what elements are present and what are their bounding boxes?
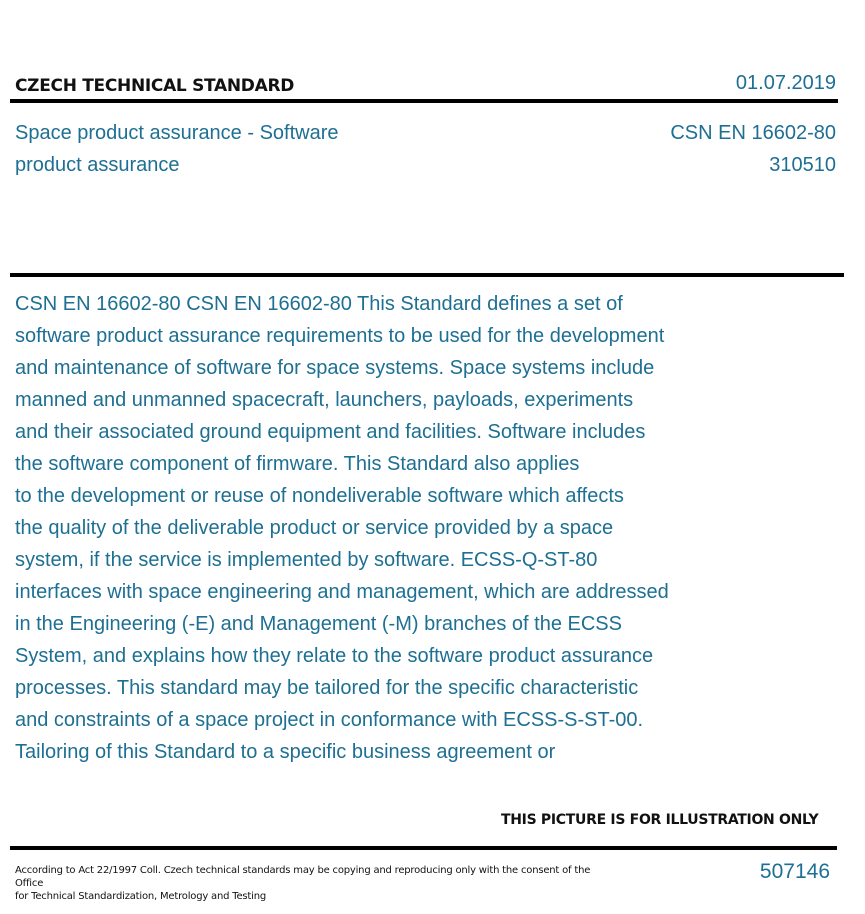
- title-divider: [10, 273, 844, 277]
- standard-title-line1: Space product assurance - Software: [15, 122, 339, 144]
- illustration-notice: THIS PICTURE IS FOR ILLUSTRATION ONLY: [501, 812, 819, 828]
- abstract-text: CSN EN 16602-80 CSN EN 16602-80 This Standard defines a set of software product assurance requirements to be used for the development and maintenance of software for space systems. Space systems include manned and unmanned spacecraft, launchers, payloads, experiments and their associated ground equipment and facilities. Software includes the software component of firmware. This Standard also applies to the development or reuse of nondeliverable software which affects the quality of the deliverable product or service provided by a space system, if the service is implemented by software. ECSS-Q-ST-80 interfaces with space engineering and management, which are addressed in the Engineering (-E) and Management (-M) branches of the ECSS System, and explains how they relate to the software product assurance processes. This standard may be tailored for the specific characteristic and constraints of a space project in conformance with ECSS-S-ST-00. Tailoring of this Standard to a specific business agreement or: [15, 293, 669, 763]
- publication-date: 01.07.2019: [735, 72, 836, 94]
- standard-title: [15, 117, 435, 181]
- footer-divider: [10, 846, 837, 850]
- classification-number: 310510: [769, 154, 836, 176]
- standard-code: CSN EN 16602-80: [670, 122, 836, 144]
- header-divider: [10, 99, 838, 103]
- standard-type-heading: CZECH TECHNICAL STANDARD: [15, 76, 295, 96]
- standard-title-line2: product assurance: [15, 154, 180, 176]
- standard-identifier: [670, 117, 836, 181]
- legal-notice: According to Act 22/1997 Coll. Czech technical standards may be copying and reproducing only with the consent of the Office for Technical Standardization, Metrology and Testing: [15, 865, 591, 902]
- document-number: 507146: [759, 860, 830, 883]
